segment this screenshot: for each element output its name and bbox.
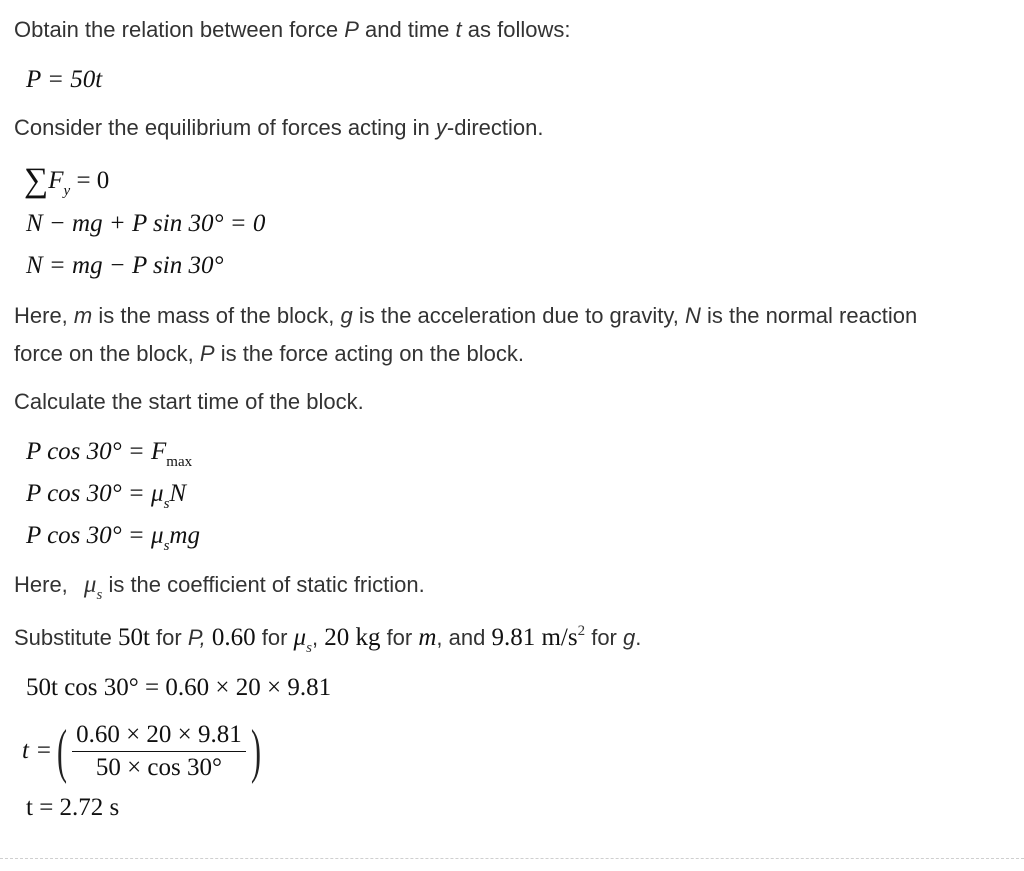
right-paren: ) [250, 718, 261, 784]
calculate-text: Calculate the start time of the block. [14, 389, 364, 414]
equation-normal-2: N = mg − P sin 30° [26, 252, 224, 279]
equation-substituted: 50t cos 30° = 0.60 × 20 × 9.81 [26, 674, 332, 701]
equation-result: t = 2.72 s [26, 794, 120, 821]
equation-normal-1: N − mg + P sin 30° = 0 [26, 210, 266, 237]
left-paren: ( [57, 718, 68, 784]
here-text-1-cont: force on the block, P is the force acting on the block. [14, 341, 524, 366]
dashed-divider [0, 858, 1024, 859]
equation-cos-mu-mg: P $\cos 30^\circ = \mu_smg$ [26, 522, 200, 554]
fraction-numerator: 0.60 × 20 × 9.81 [72, 721, 246, 752]
substitute-text: Substitute 50t for P, 0.60 for $\mu_s$, 20 kg for m, and 9.81 $m/s^2$ for g. [14, 623, 642, 656]
here-text-1: Here, m is the mass of the block, g is the acceleration due to gravity, N is the normal reaction [14, 303, 918, 328]
equation-sum-forces: $\sum F_y = 0$ [24, 162, 110, 199]
equation-force-time: P = 50t [26, 66, 103, 93]
equation-fraction: t = ( $\frac{0.60 \times 20 \times 9.81}{50 \times \cos 30^\circ}$ ) [22, 718, 261, 784]
here-text-2: Here, $\mu_s$ is the coefficient of static friction. [14, 571, 425, 603]
fraction-denominator: 50 × cos 30° [95, 753, 222, 781]
fraction [72, 721, 246, 782]
intro-text: Obtain the relation between force P and time t as follows: [14, 17, 571, 42]
consider-text: Consider the equilibrium of forces acting in y-direction. [14, 115, 544, 140]
equation-cos-mu-n: P $\cos 30^\circ = \mu_sN$ [26, 480, 187, 512]
equation-cos-fmax: P $\cos 30^\circ = F_{max}$ [26, 438, 193, 470]
